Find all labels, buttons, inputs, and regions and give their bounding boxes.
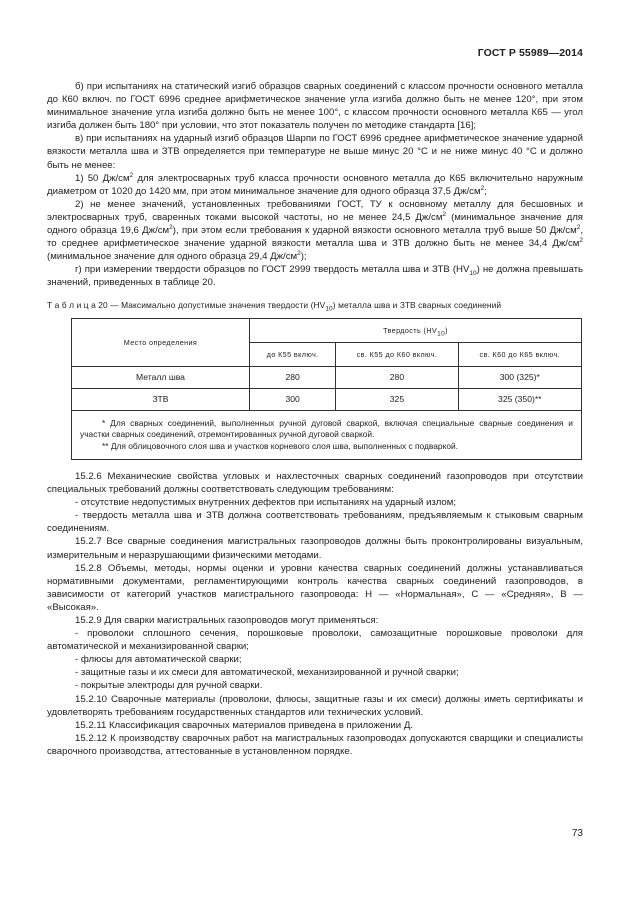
col-header-hardness: Твердость $(HV_{10})$ bbox=[250, 318, 582, 342]
table-caption: Т а б л и ц а 20 — Максимально допустимые значения твердости $(HV_{10})$ металла шва и ЗТВ сварных соединений bbox=[47, 299, 502, 313]
paragraph-b: б) при испытаниях на статический изгиб образцов сварных соединений с классом прочности основного металла до К60 включ. по ГОСТ 6996 среднее арифметическое значение угла изгиба должно быть не менее 120°, при этом минимальное значение угла изгиба должно быть не менее 100°, с классом прочности основного металла К65 — угол изгиба должен быть 180° при условии, что этот показатель получен по методике стандарта [16]; bbox=[47, 81, 583, 132]
paragraph: 15.2.12 К производству сварочных работ на магистральных газопроводах допускаются сварщики и специалисты сварочного производства, аттестованные в установленном порядке. bbox=[47, 732, 583, 757]
document-header: ГОСТ Р 55989—2014 bbox=[477, 47, 583, 59]
table-row bbox=[72, 366, 582, 388]
hardness-table bbox=[71, 318, 582, 460]
list-item: - отсутствие недопустимых внутренних дефектов при испытаниях на ударный излом; bbox=[75, 497, 457, 509]
subcol-header: св. К55 до К60 включ. bbox=[336, 342, 458, 366]
table-row bbox=[72, 388, 582, 410]
page-content bbox=[47, 80, 583, 758]
table-cell: 325 bbox=[336, 388, 458, 410]
table-cell: ЗТВ bbox=[72, 388, 250, 410]
col-header-place: Место определения bbox=[72, 318, 250, 366]
table-note-1: * Для сварных соединений, выполненных ручной дуговой сваркой, включая специальные сварные соединения и участки сварных соединений, отремонтированных ручной дуговой сваркой. bbox=[80, 417, 573, 440]
list-item: - флюсы для автоматической сварки; bbox=[75, 654, 242, 666]
paragraph-v: в) при испытаниях на ударный изгиб образцов Шарпи по ГОСТ 6996 среднее арифметическое значение ударной вязкости металла шва и ЗТВ определяется при температуре не выше минус 20 °С и не ниже минус 40 °С и должно быть не менее: bbox=[47, 133, 583, 171]
paragraph-v-2: 2) не менее значений, установленных требованиями ГОСТ, ТУ к основному металлу для бесшовных и электросварных труб, сваренных токами высокой частоты, но не менее 24,5 $Дж/см^2$ (минимальное значение для одного образца 19,6 $Дж/см^2$), при этом если требования к ударной вязкости основного металла труб выше 50 $Дж/см^2$, то среднее арифметическое значение ударной вязкости металла шва и ЗТВ должно быть не менее 34,4 $Дж/см^2$ (минимальное значение для одного образца 29,4 $Дж/см^2$); bbox=[47, 198, 583, 263]
list-item: - твердость металла шва и ЗТВ должна соответствовать требованиям, предъявляемым к стыковым сварным соединениям. bbox=[47, 510, 583, 535]
page-number: 73 bbox=[571, 828, 583, 839]
paragraph: 15.2.9 Для сварки магистральных газопроводов могут применяться: bbox=[75, 615, 379, 627]
paragraph: 15.2.8 Объемы, методы, нормы оценки и уровни качества сварных соединений должны устанавливаться нормативными документами, регламентирующими контроль качества сварных соединений газопроводов, в зависимости от категорий участков магистрального газопровода: Н — «Нормальная», С — «Средняя», В — «Высокая». bbox=[47, 562, 583, 613]
table-cell: 280 bbox=[250, 366, 336, 388]
table-cell: 325 (350)** bbox=[458, 388, 581, 410]
table-notes bbox=[72, 410, 582, 459]
list-item: - покрытые электроды для ручной сварки. bbox=[75, 680, 263, 692]
subcol-header: св. К60 до К65 включ. bbox=[458, 342, 581, 366]
table-cell: Металл шва bbox=[72, 366, 250, 388]
table-cell: 300 (325)* bbox=[458, 366, 581, 388]
list-item: - защитные газы и их смеси для автоматической, механизированной и ручной сварки; bbox=[75, 667, 459, 679]
paragraph: 15.2.7 Все сварные соединения магистральных газопроводов должны быть проконтролированы визуальным, измерительным и неразрушающими физическими методами. bbox=[47, 536, 583, 561]
paragraph-g: г) при измерении твердости образцов по ГОСТ 2999 твердость металла шва и ЗТВ $(HV_{10})$ не должна превышать значений, приведенных в таблице 20. bbox=[47, 264, 583, 289]
paragraph: 15.2.11 Классификация сварочных материалов приведена в приложении Д. bbox=[75, 719, 413, 731]
table-note-2: ** Для облицовочного слоя шва и участков корневого слоя шва, выполненных с подваркой. bbox=[102, 441, 459, 452]
table-cell: 300 bbox=[250, 388, 336, 410]
paragraph: 15.2.6 Механические свойства угловых и нахлесточных сварных соединений газопроводов при отсутствии специальных требований должны соответствовать следующим требованиям: bbox=[47, 470, 583, 496]
subcol-header: до К55 включ. bbox=[250, 342, 336, 366]
list-item: - проволоки сплошного сечения, порошковые проволоки, самозащитные порошковые проволоки для автоматической и механизированной сварки; bbox=[47, 628, 583, 653]
paragraph-v-1: 1) 50 $Дж/см^2$ для электросварных труб класса прочности основного металла до К65 включительно наружным диаметром от 1020 до 1420 мм, при этом минимальное значение для одного образца 37,5 $Дж/см^2$; bbox=[47, 171, 583, 197]
paragraph: 15.2.10 Сварочные материалы (проволоки, флюсы, защитные газы и их смеси) должны иметь сертификаты и удовлетворять требованиям государственных стандартов или технических условий. bbox=[47, 693, 583, 718]
table-cell: 280 bbox=[336, 366, 458, 388]
